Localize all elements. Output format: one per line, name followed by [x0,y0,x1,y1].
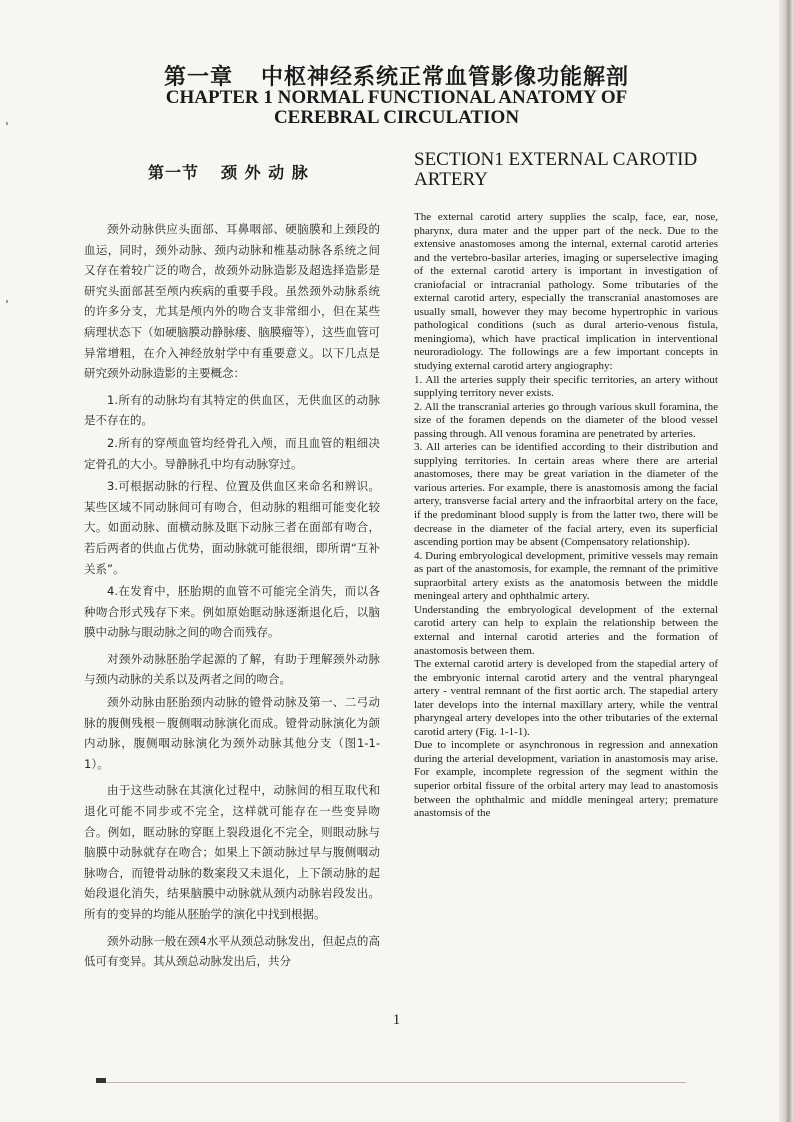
chapter-title-en-line2: CEREBRAL CIRCULATION [273,107,520,128]
section-number-zh: 第一节 [148,163,200,182]
section-title-zh [84,160,380,183]
en-paragraph-point-4: 4. During embryological development, primitive vessels may remain as part of the anastomosis, for example, the remnant of the primitive supraorbital artery exists as the anatomosis between the middle meningeal artery and ophthalmic artery. [414,549,718,603]
scanned-page-edge [779,0,793,1122]
chinese-column [84,150,380,978]
en-paragraph-point-1: 1. All the arteries supply their specific territories, an artery without supplying territory never exists. [414,373,718,400]
zh-paragraph-embryology: 对颈外动脉胚胎学起源的了解，有助于理解颈外动脉与颈内动脉的关系以及两者之间的吻合。 [84,651,380,687]
section-title-en [414,150,718,190]
chapter-number-zh: 第一章 [163,65,233,90]
section-title-en-line2: ARTERY [414,169,488,190]
en-paragraph-variation: Due to incomplete or asynchronous in regression and annexation during the arterial development, variation in anastomosis may arise. For example, incomplete regression of the segment within the superior orbital fissure of the orbital artery may lead to anastomosis between the ophthalmic and middle meningeal artery; premature anastomsis of the [414,739,718,820]
zh-paragraph-variation: 由于这些动脉在其演化过程中，动脉间的相互取代和退化可能不同步或不完全，这样就可能存在一些变异吻合。例如，眶动脉的穿眶上裂段退化不完全，则眼动脉与脑膜中动脉就存在吻合；如果上下颌动脉过早与腹侧咽动脉吻合，而镫骨动脉的数案段又未退化，上下颌动脉的起始段退化消失，结果脑膜中动脉就从颈内动脉岩段发出。所有的变异的均能从胚胎学的演化中找到根据。 [84,783,380,921]
page-number: 1 [392,1012,401,1028]
page-bottom-rule [96,1082,686,1083]
zh-paragraph-origin: 颈外动脉一般在颈4水平从颈总动脉发出，但起点的高低可有变异。其从颈总动脉发出后，共分 [84,933,380,969]
zh-paragraph-point-4: 4.在发育中，胚胎期的血管不可能完全消失，而以各种吻合形式残存下来。例如原始眶动脉逐渐退化后，以脑膜中动脉与眼动脉之间的吻合而残存。 [84,584,380,640]
zh-paragraph-intro: 颈外动脉供应头面部、耳鼻咽部、硬脑膜和上颈段的血运，同时，颈外动脉、颈内动脉和椎基动脉各系统之间又存在着较广泛的吻合，故颈外动脉造影及超选择造影是研究头面部甚至颅内疾病的重要手段。虽然颈外动脉系统的许多分支，尤其是颅内外的吻合支非常细小，但在某些病理状态下（如硬脑膜动静脉瘘、脑膜瘤等），这些血管可异常增粗，在介入神经放射学中有重要意义。以下几点是研究颈外动脉造影的主要概念： [84,222,380,381]
section-name-zh: 颈 外 动 脉 [221,163,309,182]
en-paragraph-embryology: Understanding the embryological development of the external carotid artery can help to explain the relationship between the external and internal carotid arteries and the formation of anastomosis between them. [414,603,718,657]
zh-paragraph-point-1: 1.所有的动脉均有其特定的供血区，无供血区的动脉是不存在的。 [84,392,380,428]
en-paragraph-point-2: 2. All the transcranial arteries go through various skull foramina, the size of the foramen depends on the diameter of the blood vessel passing through. All venous foramina are penetrated by arteries. [414,400,718,440]
en-paragraph-point-3: 3. All arteries can be identified according to their distribution and supplying territories. In certain areas where there are arterial anastomoses, there may be great variation in the diameter of the various arteries. For example, there is anastomosis among the facial artery, transverse facial artery and the infraorbital artery on the face, if the predominant blood supply is from the latter two, there will be decrease in the diameter of the facial artery, even its superficial ascending portion may be absent (Compensatory relationship). [414,441,718,549]
chapter-title-en [0,88,793,128]
en-paragraph-development: The external carotid artery is developed from the stapedial artery of the embryonic internal carotid artery and the ventral pharyngeal artery - ventral remnant of the first aortic arch. The stapedial artery later develops into the internal maxillary artery, while the ventral pharyngeal artery developes into the other tributaries of the external carotid artery (Fig. 1-1-1). [414,658,718,738]
chapter-title-en-line1: CHAPTER 1 NORMAL FUNCTIONAL ANATOMY OF [165,87,628,108]
scan-speck [6,300,8,303]
zh-paragraph-point-2: 2.所有的穿颅血管均经骨孔入颅，而且血管的粗细决定骨孔的大小。导静脉孔中均有动脉穿过。 [84,435,380,471]
chapter-name-zh: 中枢神经系统正常血管影像功能解剖 [261,65,630,90]
zh-paragraph-point-3: 3.可根据动脉的行程、位置及供血区来命名和辨识。某些区域不同动脉间可有吻合，但动脉的粗细可能变化较大。如面动脉、面横动脉及眶下动脉三者在面部有吻合，若后两者的供血占优势，面动脉就可能很细，即所谓“互补关系”。 [84,479,380,576]
section-title-en-line1: SECTION1 EXTERNAL CAROTID [414,149,698,170]
en-paragraph-intro: The external carotid artery supplies the scalp, face, ear, nose, pharynx, dura mater and the upper part of the neck. Due to the extensive anastomoses among the internal, external carotid arteries and the vertebro-basilar arteries, imaging or superselective imaging of the external carotid artery is important in investigation of craniofacial or intracranial pathology. Some tributaries of the external carotid artery, especially the transcranial anastomoses are usually small, however they may become hypertrophic in various pathological conditions (such as dural arterio-venous fistula, meningioma), which have practical implication in interventional neuroradiology. The followings are a few important concepts in studying external carotid artery angiography: [414,211,718,373]
scan-mark [96,1078,106,1083]
zh-paragraph-development: 颈外动脉由胚胎颈内动脉的镫骨动脉及第一、二弓动脉的腹侧残根－腹侧咽动脉演化而成。镫骨动脉演化为颌内动脉，腹侧咽动脉演化为颈外动脉其他分支（图1-1-1）。 [84,695,380,771]
english-column [414,150,718,821]
